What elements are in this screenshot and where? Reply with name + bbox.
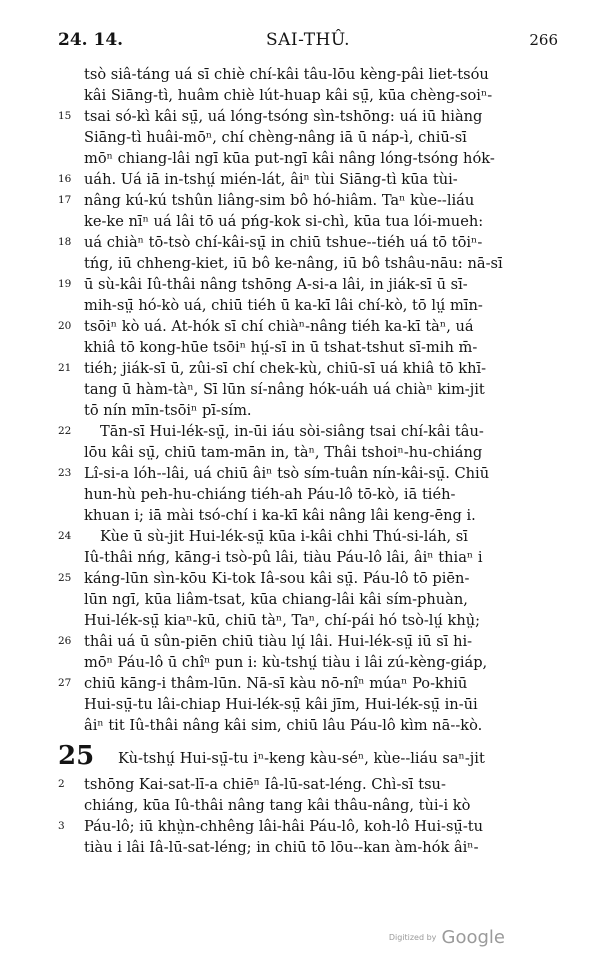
verse-number: 15 — [58, 110, 72, 122]
line-text: lōu kâi sṳ̄, chiū tam-mān in, tàⁿ, Thâi tshoiⁿ-hu-chiáng — [84, 444, 483, 461]
line-text: ū sù-kâi Iû-thâi nâng tshōng A-si-a lâi, in jiák-sī ū sī- — [84, 276, 468, 293]
text-line — [58, 295, 560, 316]
line-text: Kù-tshṳ́ Hui-sṳ̄-tu iⁿ-keng kàu-séⁿ, kùe--liáu saⁿ-jit — [118, 750, 485, 767]
text-line — [58, 190, 560, 211]
line-text: tang ū hàm-tàⁿ, Sī lūn sí-nâng hók-uáh uá chiàⁿ kim-jit — [84, 381, 485, 398]
text-line — [58, 106, 560, 127]
verse-number: 18 — [58, 236, 72, 248]
line-text: chiū kāng-i thâm-lūn. Nā-sī kàu nō-nîⁿ múaⁿ Po-khiū — [84, 675, 468, 692]
line-text: lūn ngī, kūa liâm-tsat, kūa chiang-lâi kâi sím-phuàn, — [84, 591, 468, 608]
text-line — [58, 795, 560, 816]
text-line — [58, 837, 560, 858]
text-line — [58, 547, 560, 568]
running-header — [58, 30, 558, 54]
text-line — [58, 232, 560, 253]
text-line — [58, 816, 560, 837]
text-line — [58, 631, 560, 652]
line-text: Páu-lô; iū khṳ̀n-chhêng lâi-hâi Páu-lô, koh-lô Hui-sṳ̄-tu — [84, 818, 484, 835]
line-text: Hui-sṳ̄-tu lâi-chiap Hui-lék-sṳ̄ kâi jīm, Hui-lék-sṳ̄ in-ūi — [84, 696, 478, 713]
text-line — [58, 421, 560, 442]
verse-number: 24 — [58, 530, 72, 542]
verse-number: 21 — [58, 362, 72, 374]
line-text: Siāng-tì huâi-mōⁿ, chí chèng-nâng iā ū náp-ì, chiū-sī — [84, 129, 467, 146]
text-line — [58, 774, 560, 795]
text-line — [58, 526, 560, 547]
text-line — [58, 400, 560, 421]
text-line — [58, 337, 560, 358]
google-logo: Google — [441, 927, 505, 948]
text-line — [58, 673, 560, 694]
verse-number: 17 — [58, 194, 72, 206]
line-text: káng-lūn sìn-kōu Ki-tok Iâ-sou kâi sṳ̄. Páu-lô tō piēn- — [84, 570, 470, 587]
line-text: nâng kú-kú tshûn liâng-sim bô hó-hiâm. Taⁿ kùe--liáu — [84, 192, 475, 209]
line-text: ke-ke nīⁿ uá lâi tō uá pńg-kok si-chì, kūa tua lói-mueh: — [84, 213, 484, 230]
verse-number: 22 — [58, 425, 72, 437]
text-line — [58, 484, 560, 505]
line-text: Iû-thâi nńg, kāng-i tsò-pû lâi, tiàu Páu-lô lâi, âiⁿ thiaⁿ i — [84, 549, 483, 566]
digitization-watermark — [389, 927, 505, 948]
book-title: SAI-THÛ. — [265, 30, 351, 50]
text-line — [58, 253, 560, 274]
text-line — [58, 85, 560, 106]
text-line — [58, 358, 560, 379]
line-text: hun-hù peh-hu-chiáng tiéh-ah Páu-lô tō-kò, iā tiéh- — [84, 486, 456, 503]
text-line — [58, 442, 560, 463]
line-text: tsōiⁿ kò uá. At-hók sī chí chiàⁿ-nâng tiéh ka-kī tàⁿ, uá — [84, 318, 474, 335]
line-text: khuan i; iā mài tsó-chí i ka-kī kâi nâng lâi keng-ēng i. — [84, 507, 476, 524]
page-number: 266 — [529, 31, 558, 49]
line-text: tsai só-kì kâi sṳ̄, uá lóng-tsóng sìn-tshōng: uá iū hiàng — [84, 108, 483, 125]
text-line — [58, 274, 560, 295]
line-text: Hui-lék-sṳ̄ kiaⁿ-kū, chiū tàⁿ, Taⁿ, chí-pái hó tsò-lṳ́ khṳ̀; — [84, 612, 481, 629]
line-text: tō nín mīn-tsōiⁿ pī-sím. — [84, 402, 252, 419]
text-line — [58, 589, 560, 610]
chapter-number: 25 — [58, 741, 95, 771]
verse-number: 19 — [58, 278, 72, 290]
line-text: tiéh; jiák-sī ū, zûi-sī chí chek-kù, chiū-sī uá khiâ tō khī- — [84, 360, 487, 377]
line-text: mih-sṳ̄ hó-kò uá, chiū tiéh ū ka-kī lâi chí-kò, tō lṳ́ mīn- — [84, 297, 483, 314]
text-line — [58, 568, 560, 589]
text-line — [58, 610, 560, 631]
line-text: thâi uá ū sûn-piēn chiū tiàu lṳ́ lâi. Hui-lék-sṳ̄ iū sī hi- — [84, 633, 473, 650]
text-line — [58, 463, 560, 484]
text-line — [58, 211, 560, 232]
verse-number: 23 — [58, 467, 72, 479]
text-line — [58, 652, 560, 673]
text-line — [58, 169, 560, 190]
line-text: Lî-si-a lóh--lâi, uá chiū âiⁿ tsò sím-tuân nín-kâi-sṳ̄. Chiū — [84, 465, 490, 482]
verse-number: 3 — [58, 820, 65, 832]
verse-number: 16 — [58, 173, 72, 185]
text-line — [58, 316, 560, 337]
line-text: khiâ tō kong-hūe tsōiⁿ hṳ́-sī in ū tshat-tshut sī-mih m̄- — [84, 339, 478, 356]
verse-number: 27 — [58, 677, 72, 689]
line-text: uáh. Uá iā in-tshṳ́ mién-lát, âiⁿ tùi Siāng-tì kūa tùi- — [84, 171, 458, 188]
line-text: tiàu i lâi Iâ-lū-sat-léng; in chiū tō lōu--kan àm-hók âiⁿ- — [84, 839, 479, 856]
chapter-verse-ref: 24. 14. — [58, 30, 124, 50]
text-line — [58, 694, 560, 715]
line-text: Kùe ū sù-jit Hui-lék-sṳ̄ kūa i-kâi chhi Thú-si-láh, sī — [100, 528, 468, 545]
line-text: mōⁿ Páu-lô ū chîⁿ pun i: kù-tshṳ́ tiàu i lâi zú-kèng-giáp, — [84, 654, 488, 671]
text-line — [58, 127, 560, 148]
text-line — [58, 715, 560, 736]
line-text: kâi Siāng-tì, huâm chiè lút-huap kâi sṳ̄, kūa chèng-soiⁿ- — [84, 87, 493, 104]
line-text: Tān-sī Hui-lék-sṳ̄, in-ūi iáu sòi-siâng tsai chí-kâi tâu- — [100, 423, 484, 440]
verse-number: 2 — [58, 778, 65, 790]
line-text: tshōng Kai-sat-lī-a chiēⁿ Iâ-lū-sat-léng. Chì-sī tsu- — [84, 776, 446, 793]
chapter-start-line — [58, 741, 560, 774]
watermark-prefix: Digitized by — [388, 933, 437, 942]
text-line — [58, 148, 560, 169]
verse-number: 26 — [58, 635, 72, 647]
line-text: âiⁿ tit Iû-thâi nâng kâi sim, chiū lâu Páu-lô kìm nā--kò. — [84, 717, 483, 734]
verse-number: 20 — [58, 320, 72, 332]
text-line — [58, 505, 560, 526]
text-body — [58, 64, 560, 858]
chapter-gap — [58, 736, 560, 744]
text-line — [58, 64, 560, 85]
line-text: chiáng, kūa Iû-thâi nâng tang kâi thâu-nâng, tùi-i kò — [84, 797, 471, 814]
text-line — [58, 379, 560, 400]
line-text: tńg, iū chheng-kiet, iū bô ke-nâng, iū bô tshâu-nāu: nā-sī — [84, 255, 503, 272]
line-text: uá chiàⁿ tō-tsò chí-kâi-sṳ̄ in chiū tshue--tiéh uá tō tōiⁿ- — [84, 234, 483, 251]
line-text: mōⁿ chiang-lâi ngī kūa put-ngī kâi nâng lóng-tsóng hók- — [84, 150, 495, 167]
line-text: tsò siâ-táng uá sī chiè chí-kâi tâu-lōu kèng-pâi liet-tsóu — [84, 66, 489, 83]
verse-number: 25 — [58, 572, 72, 584]
